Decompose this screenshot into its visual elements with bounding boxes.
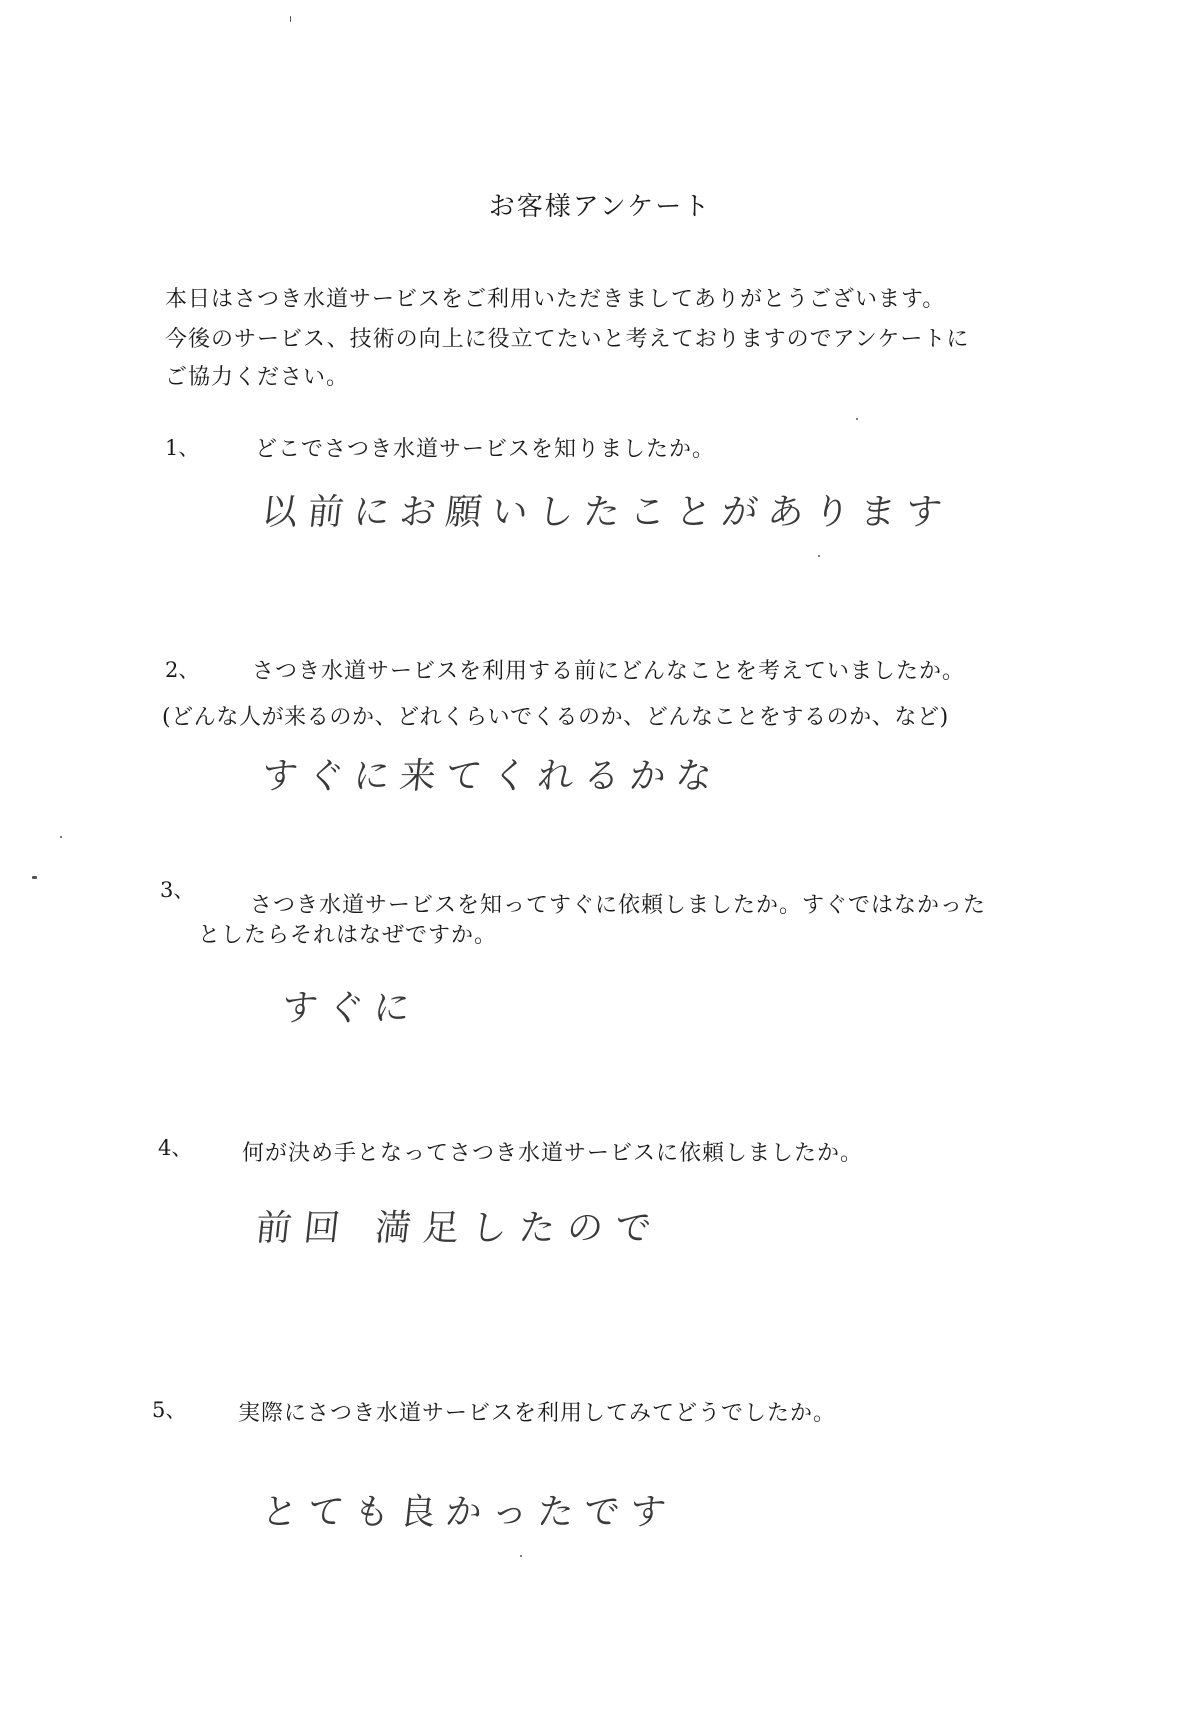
scan-speck [520,1555,522,1557]
intro-line-1: 本日はさつき水道サービスをご利用いただきましてありがとうございます。 [165,287,946,312]
question-2-answer: すぐに来てくれるかな [259,756,724,797]
scan-speck [60,836,62,838]
scan-speck [856,418,858,420]
question-2-text-line-2: (どんな人が来るのか、どれくらいでくるのか、どんなことをするのか、など) [162,705,949,730]
scan-speck [290,16,291,22]
question-2-text-line-1: さつき水道サービスを利用する前にどんなことを考えていましたか。 [252,659,966,684]
question-1-answer: 以前にお願いしたことがあります [259,492,954,533]
question-5-number: 5、 [152,1398,187,1422]
question-4-answer: 前回 満足したので [253,1208,666,1249]
question-3-answer: すぐに [279,988,422,1029]
intro-line-2: 今後のサービス、技術の向上に役立てたいと考えておりますのでアンケートに [165,327,970,352]
scan-speck [32,876,37,879]
intro-line-3: ご協力ください。 [165,365,350,390]
question-3-number: 3、 [160,878,195,902]
question-5-text: 実際にさつき水道サービスを利用してみてどうでしたか。 [238,1401,837,1426]
question-5-answer: とても良かったです [259,1492,678,1533]
question-3-text-line-1: さつき水道サービスを知ってすぐに依頼しましたか。すぐではなかった [250,893,987,918]
question-1-text: どこでさつき水道サービスを知りましたか。 [255,437,716,462]
page-title: お客様アンケート [488,192,712,222]
question-1-number: 1、 [165,436,200,460]
question-4-text: 何が決め手となってさつき水道サービスに依頼しましたか。 [242,1141,864,1166]
question-4-number: 4、 [158,1136,193,1160]
question-3-text-line-2: としたらそれはなぜですか。 [198,923,498,948]
question-2-number: 2、 [165,658,200,682]
scan-speck [818,555,820,557]
